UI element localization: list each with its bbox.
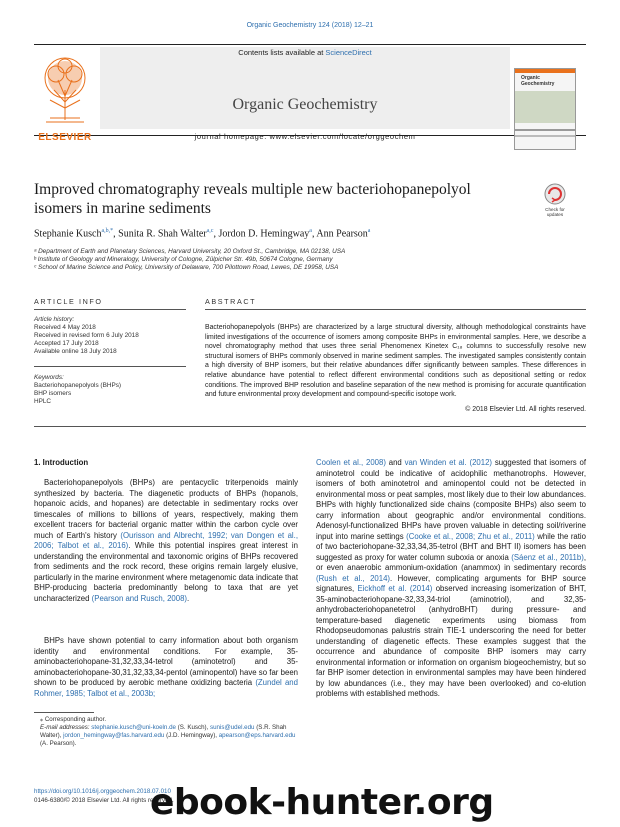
text-run: and (385, 458, 405, 467)
text-run: while the ratio of two bacteriohopane-32,33,34,35-tetrol (BHT and BHT II) isomers has been suggested as proxy for water column suboxia or anoxia (316, 531, 586, 562)
keywords-label: Keywords: (34, 374, 64, 381)
keyword: BHP isomers (34, 390, 72, 397)
author-name[interactable]: Sunita R. Shah Walter (118, 228, 207, 240)
corresponding-author-note: ⁎ Corresponding author. (40, 716, 107, 723)
section-heading-introduction: 1. Introduction (34, 458, 89, 467)
email-owner: (A. Pearson). (40, 740, 77, 747)
doi-link[interactable]: https://doi.org/10.1016/j.orggeochem.2018.07.010 (34, 788, 171, 795)
citation-link[interactable]: (Cooke et al., 2008; Zhu et al., 2011) (406, 531, 535, 541)
history-item: Received 4 May 2018 (34, 324, 96, 331)
author-name[interactable]: Stephanie Kusch (34, 228, 102, 240)
email-label: E-mail addresses: (40, 724, 92, 731)
cover-divider (515, 129, 575, 131)
text-run: . While this potential inspires great interest in understanding the environmental and taxonomic origins of BHPs recovered from sediments and the rock record, these origins remain largely elusive, particularly in the marine environment where metagenomic data indicate that BHP-producing bacteria predominantly belong to taxa that are yet uncharacterized (34, 541, 298, 603)
watermark-text: ebook-hunter.org (150, 782, 494, 823)
elsevier-tree-logo-icon (36, 50, 94, 128)
author-list: Stephanie Kusch$^{a,b,*}$, Sunita R. Shah Walter$^{a,c}$, Jordon D. Hemingway$^a$, Ann Pearson$^a$ (34, 228, 371, 240)
text-run: suggested that isomers of aminotetrol could be indicative of acidophilic methanotrophs. However, isomers of both aminotetrol and aminopentol could not be detected in environmental moss or peat samples, most likely due to their low abundances. BHPs with highly functionalized side chains (composite BHPs) also seem to carry information about geographic and/or environmental conditions. Adenosyl-functionalized BHPs have proven valuable in detecting soil/riverine input into marine settings (316, 458, 586, 541)
author-name[interactable]: Ann Pearson (316, 228, 368, 240)
cover-top-stripe (515, 69, 575, 73)
email-link[interactable]: jordon_hemingway@fas.harvard.edu (63, 732, 165, 739)
email-link[interactable]: apearson@eps.harvard.edu (218, 732, 296, 739)
citation-link[interactable]: (Pearson and Rusch, 2008) (91, 593, 188, 603)
history-item: Accepted 17 July 2018 (34, 340, 99, 347)
email-link[interactable]: sunis@udel.edu (210, 724, 255, 731)
journal-homepage[interactable]: journal homepage: www.elsevier.com/locate/orggeochem (194, 132, 416, 141)
citation-link[interactable]: Coolen et al., 2008) (316, 458, 386, 467)
article-info-heading: ARTICLE INFO (34, 297, 103, 306)
divider (34, 366, 186, 367)
divider (34, 309, 186, 310)
email-footnote (40, 724, 298, 748)
intro-right-column (316, 458, 586, 700)
cover-title: Organic Geochemistry (521, 75, 555, 87)
citation-link[interactable]: (Sáenz et al., 2011b) (511, 552, 584, 562)
history-item: Received in revised form 6 July 2018 (34, 332, 139, 339)
journal-cover-thumbnail[interactable] (514, 68, 576, 150)
abstract-copyright: © 2018 Elsevier Ltd. All rights reserved. (465, 406, 586, 413)
cover-divider (515, 135, 575, 137)
author-affiliation-mark[interactable]: a (309, 228, 312, 234)
author-affiliation-mark[interactable]: a,b,* (101, 228, 114, 234)
header-center-band (100, 47, 510, 129)
intro-paragraph-2 (34, 636, 298, 699)
sciencedirect-link[interactable]: ScienceDirect (325, 48, 372, 57)
citation-link[interactable]: (Rush et al., 2014) (316, 573, 391, 583)
check-updates-label: updates (546, 212, 564, 217)
author-affiliation-mark[interactable]: a,c (206, 228, 214, 234)
check-for-updates-icon[interactable] (535, 182, 575, 220)
citation-link[interactable]: (Ourisson and Albrecht, 1992; van Dongen et al., 2006; Talbot et al., 2016) (34, 530, 298, 550)
text-run: . However, complicating arguments for BHP source signatures, (316, 573, 586, 593)
journal-name: Organic Geochemistry (232, 96, 378, 113)
affiliation: ᵇ Institute of Geology and Mineralogy, University of Cologne, Zülpicher Str. 49b, 50674 Cologne, Germany (34, 256, 333, 263)
author-affiliation-mark[interactable]: a (367, 228, 371, 234)
abstract-heading: ABSTRACT (205, 297, 257, 306)
text-run: BHPs have shown potential to carry information about both organism identity and environmental conditions. For example, 35-aminobacteriohopane-31,32,33,34-tetrol (aminotetrol) and 35-aminobacteriohopane-30,31,32,33,34-pentol (aminopentol) have so far been shown to be produced by aerobic methane oxidizing bacteria (34, 636, 298, 687)
abstract-text: Bacteriohopanepolyols (BHPs) are characterized by a large structural diversity, although methodological constraints have limited investigations of the occurrence of isomers among composite BHPs in environmental samples. Here, we describe a novel chromatography method that uses three serial Phenomenex Kinetex C₁₈ columns to successfully resolve new structural isomers of BHPs commonly observed in marine sediment samples. The investigated samples consistently contain a high diversity of BHP isomers, but their relative abundances differ significantly between samples. These differences in relative abundance have potential to reflect different environmental conditions such as depositional setting or redox conditions. The improved BHP resolution and baseline separation of the new method is promising for accurate quantification and future environmental proxy development and compound-specific isotope work. (205, 324, 586, 399)
text-run: , or even anaerobic ammonium-oxidation (anammox) in sedimentary records (316, 552, 587, 572)
citation-link[interactable]: Eickhoff et al. (2014) (357, 584, 433, 593)
text-run: . (187, 593, 190, 603)
email-owner: (S. Kusch), (175, 724, 211, 731)
article-title: Improved chromatography reveals multiple new bacteriohopanepolyol isomers in marine sediments (34, 181, 471, 217)
journal-reference[interactable]: Organic Geochemistry 124 (2018) 12–21 (246, 22, 374, 29)
check-updates-label: Check for (545, 207, 565, 212)
affiliation: ᶜ School of Marine Science and Policy, University of Delaware, 700 Pilottown Road, Lewes, DE 19958, USA (34, 264, 339, 271)
email-owner: (J.D. Hemingway), (164, 732, 219, 739)
divider (34, 426, 586, 427)
contents-available (100, 48, 510, 57)
citation-link[interactable]: van Winden et al. (2012) (404, 458, 493, 467)
history-label: Article history: (34, 316, 75, 323)
email-owner: (S.R. Shah Walter), (40, 724, 287, 739)
author-name[interactable]: Jordon D. Hemingway (218, 228, 310, 240)
intro-paragraph-1 (34, 478, 298, 604)
footnote-divider (34, 712, 94, 713)
text-run: Bacteriohopanepolyols (BHPs) are pentacyclic triterpenoids mainly synthesized by bacteria. The diagenetic products of BHPs (hopanols, hopanoic acids, and hopanes) are detectable in sedimentary rocks over timescales of millions to billions of years, respectively, making them excellent tracers for bacterial organic matter within the carbon cycle over much of Earth's history (34, 478, 298, 540)
text-run: observed increasing isomerization of BHT, 35-aminobacteriohopane-32,33,34-triol (aminotriol), and 32,35-anhydrobacteriohopanetetrol (anhydroBHT) during pressure- and temperature-based diagenetic experiments using biomass from Rhodopseudomonas palustris strain TIE-1 underscoring the need for better understanding of diagenetic effects. These examples suggest that the occurrence and abundance of composite BHP isomers may carry environmental information or information on organism biogeochemistry, but so far BHP isomer detection in environmental samples may have been hindered by low abundances (i.e., they may have been overlooked) and co-elution problems with established methods. (316, 584, 587, 698)
history-item: Available online 18 July 2018 (34, 348, 117, 355)
email-link[interactable]: stephanie.kusch@uni-koeln.de (91, 724, 176, 731)
keyword: HPLC (34, 398, 52, 405)
elsevier-wordmark: ELSEVIER (38, 132, 92, 143)
cover-image (515, 91, 575, 123)
citation-link[interactable]: (Zundel and Rohmer, 1985; Talbot et al., 2003b; (34, 678, 298, 698)
keyword: Bacteriohopanepolyols (BHPs) (34, 382, 122, 389)
issn-copyright: 0146-6380/© 2018 Elsevier Ltd. All rights reserved. (34, 797, 174, 804)
affiliation: ᵃ Department of Earth and Planetary Sciences, Harvard University, 20 Oxford St., Cambridge, MA 02138, USA (34, 248, 346, 255)
divider (205, 309, 586, 310)
contents-prefix: Contents lists available at (238, 48, 326, 57)
